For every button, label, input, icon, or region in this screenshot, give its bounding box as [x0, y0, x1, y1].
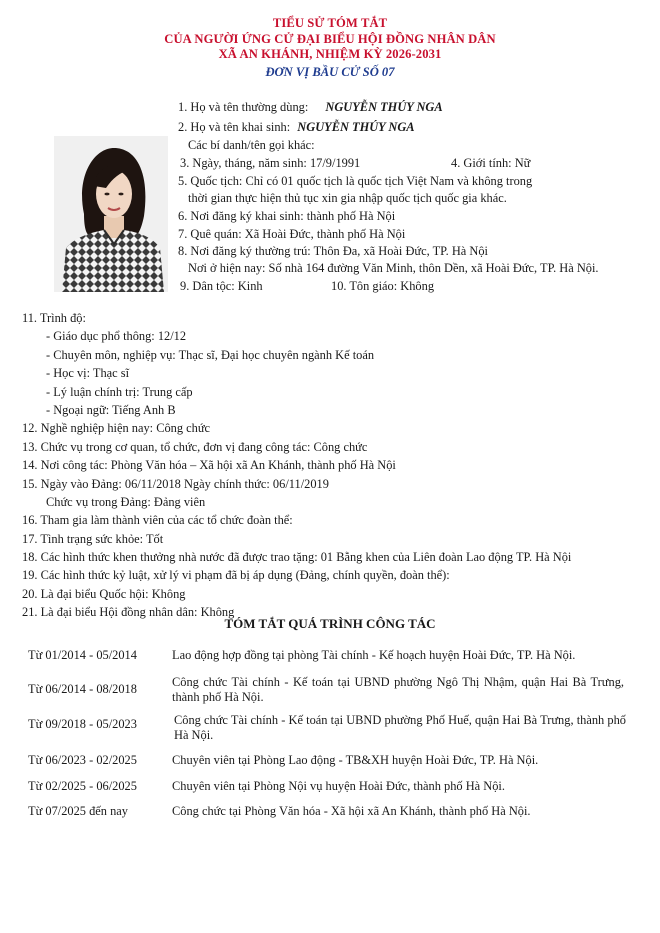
work-description: Công chức tại Phòng Văn hóa - Xã hội xã An Khánh, thành phố Hà Nội. — [172, 804, 531, 818]
field-current-residence: Nơi ở hiện nay: Số nhà 164 đường Văn Minh, thôn Dền, xã Hoài Đức, TP. Hà Nội. — [188, 261, 599, 275]
detail-general-education: - Giáo dục phổ thông: 12/12 — [46, 329, 187, 344]
field-alias: Các bí danh/tên gọi khác: — [188, 138, 315, 152]
detail-health: 17. Tình trạng sức khỏe: Tốt — [22, 531, 164, 546]
detail-discipline: 19. Các hình thức kỷ luật, xử lý vi phạm đã bị áp dụng (Đảng, chính quyền, đoàn thể): — [22, 568, 450, 583]
field-label: 2. Họ và tên khai sinh: — [178, 120, 291, 134]
field-common-name — [178, 100, 443, 115]
detail-education: 11. Trình độ: — [22, 311, 86, 325]
header-subtitle: CỦA NGƯỜI ỨNG CỬ ĐẠI BIỂU HỘI ĐỒNG NHÂN DÂN — [164, 31, 496, 46]
work-description: Chuyên viên tại Phòng Nội vụ huyện Hoài Đức, thành phố Hà Nội. — [172, 779, 505, 793]
work-period: Từ 09/2018 - 05/2023 — [28, 717, 137, 731]
detail-national-assembly: 20. Là đại biểu Quốc hội: Không — [22, 586, 186, 601]
detail-position: 13. Chức vụ trong cơ quan, tổ chức, đơn vị đang công tác: Công chức — [22, 439, 368, 454]
work-description: Lao động hợp đồng tại phòng Tài chính - Kế hoạch huyện Hoài Đức, TP. Hà Nội. — [172, 648, 576, 662]
header-term: XÃ AN KHÁNH, NHIỆM KỲ 2026-2031 — [218, 47, 442, 61]
detail-political-theory: - Lý luận chính trị: Trung cấp — [46, 384, 193, 399]
field-ethnicity: 9. Dân tộc: Kinh — [180, 279, 263, 293]
work-period: Từ 06/2014 - 08/2018 — [28, 682, 137, 696]
header-title: TIỂU SỬ TÓM TẮT — [272, 16, 388, 30]
detail-occupation: 12. Nghề nghiệp hiện nay: Công chức — [22, 421, 211, 436]
electoral-unit: ĐƠN VỊ BẦU CỬ SỐ 07 — [265, 64, 395, 79]
field-nationality-cont: thời gian thực hiện thủ tục xin gia nhập quốc tịch quốc gia khác. — [188, 191, 507, 205]
document-header — [0, 16, 660, 80]
work-description: Chuyên viên tại Phòng Lao động - TB&XH huyện Hoài Đức, TP. Hà Nội. — [172, 753, 539, 767]
birth-name-value: NGUYỄN THÚY NGA — [297, 120, 415, 134]
field-gender: 4. Giới tính: Nữ — [451, 156, 531, 170]
detail-specialization: - Chuyên môn, nghiệp vụ: Thạc sĩ, Đại học chuyên ngành Kế toán — [46, 347, 375, 362]
common-name-value: NGUYỄN THÚY NGA — [325, 100, 443, 114]
portrait-photo-icon — [54, 136, 168, 292]
detail-peoples-council: 21. Là đại biểu Hội đồng nhân dân: Không — [22, 605, 235, 620]
detail-organizations: 16. Tham gia làm thành viên của các tổ chức đoàn thể: — [22, 513, 293, 528]
detail-party-role: Chức vụ trong Đảng: Đảng viên — [46, 494, 206, 509]
detail-workplace: 14. Nơi công tác: Phòng Văn hóa – Xã hội xã An Khánh, thành phố Hà Nội — [22, 458, 396, 473]
work-period: Từ 02/2025 - 06/2025 — [28, 779, 137, 793]
field-label: 1. Họ và tên thường dùng: — [178, 100, 309, 114]
field-nationality: 5. Quốc tịch: Chỉ có 01 quốc tịch là quốc tịch Việt Nam và không trong — [178, 174, 533, 188]
field-birth-registration: 6. Nơi đăng ký khai sinh: thành phố Hà Nội — [178, 209, 396, 223]
details-list — [22, 309, 642, 622]
portrait-photo — [54, 136, 168, 292]
field-hometown: 7. Quê quán: Xã Hoài Đức, thành phố Hà Nội — [178, 227, 406, 241]
work-period: Từ 01/2014 - 05/2014 — [28, 648, 137, 662]
field-religion: 10. Tôn giáo: Không — [331, 279, 435, 293]
detail-awards: 18. Các hình thức khen thưởng nhà nước đã được trao tặng: 01 Bằng khen của Liên đoàn Lao động TP. Hà Nội — [22, 550, 572, 565]
work-description: Công chức Tài chính - Kế toán tại UBND phường Phố Huế, quận Hai Bà Trưng, thành phố Hà Nội. — [174, 713, 626, 742]
field-date-of-birth: 3. Ngày, tháng, năm sinh: 17/9/1991 — [180, 156, 361, 170]
field-birth-name — [178, 120, 415, 135]
detail-foreign-language: - Ngoại ngữ: Tiếng Anh B — [46, 402, 176, 417]
work-period: Từ 06/2023 - 02/2025 — [28, 753, 137, 767]
work-period: Từ 07/2025 đến nay — [28, 804, 128, 818]
work-history-title: TÓM TẮT QUÁ TRÌNH CÔNG TÁC — [224, 616, 436, 631]
detail-party-dates: 15. Ngày vào Đảng: 06/11/2018 Ngày chính thức: 06/11/2019 — [22, 476, 329, 491]
work-description: Công chức Tài chính - Kế toán tại UBND phường Ngô Thị Nhậm, quận Hai Bà Trưng, thành phố Hà Nội. — [172, 675, 624, 704]
field-permanent-residence: 8. Nơi đăng ký thường trú: Thôn Đa, xã Hoài Đức, TP. Hà Nội — [178, 244, 488, 258]
detail-degree: - Học vị: Thạc sĩ — [46, 366, 130, 381]
